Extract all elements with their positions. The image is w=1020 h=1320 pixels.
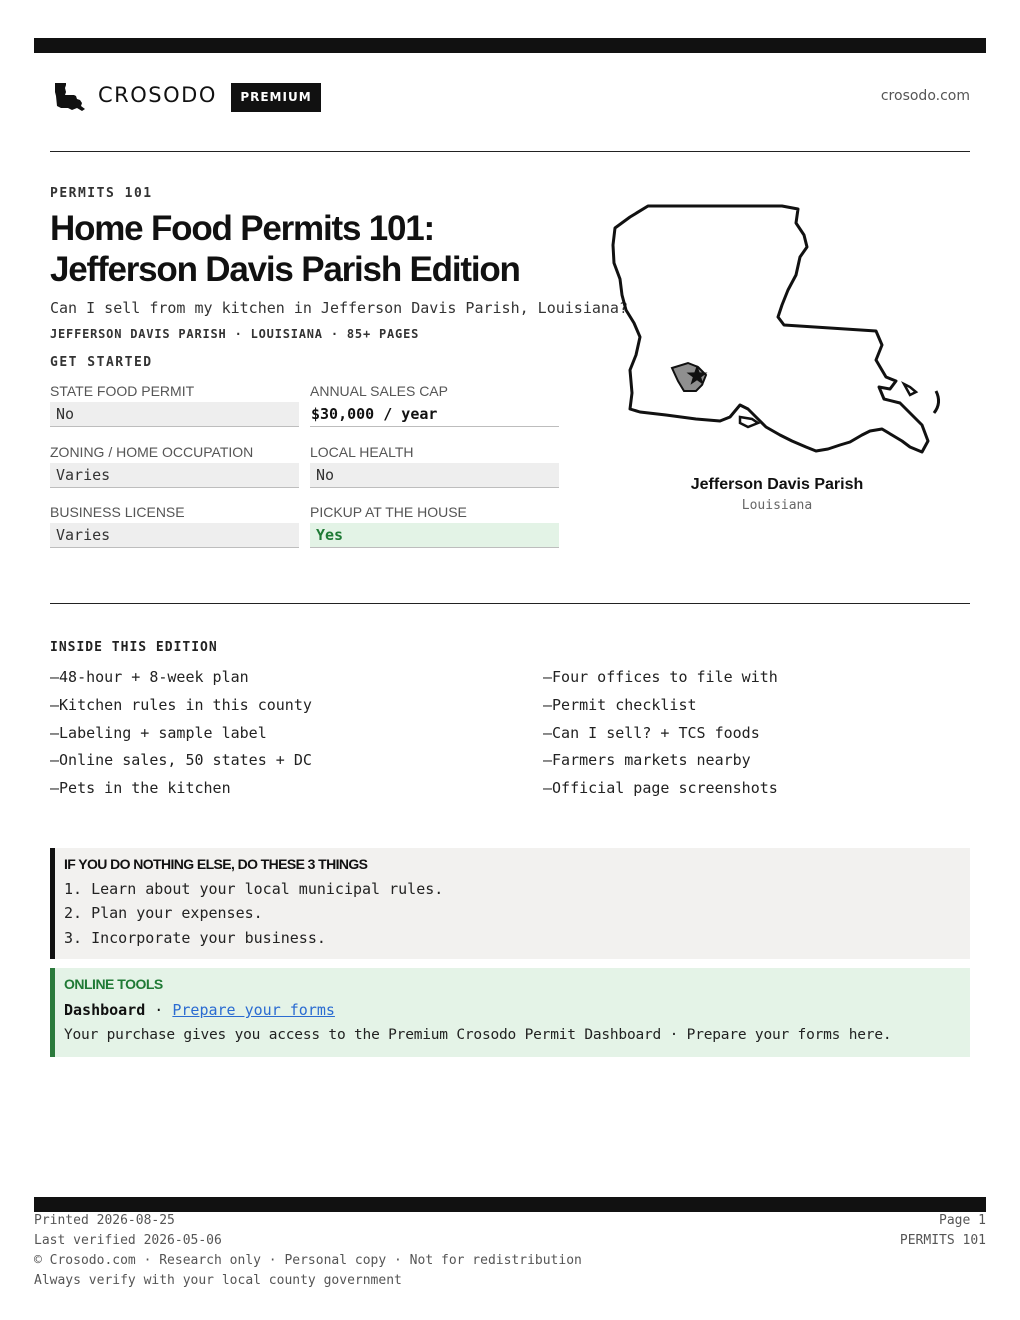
inside-item: —Official page screenshots <box>543 779 778 797</box>
tools-description: Your purchase gives you access to the Premium Crosodo Permit Dashboard · Prepare your forms here. <box>64 1027 892 1043</box>
state-outline <box>613 206 928 452</box>
do-these-3-things-box <box>50 848 970 959</box>
inside-item: —Online sales, 50 states + DC <box>50 751 312 769</box>
fact-label: PICKUP AT THE HOUSE <box>310 504 467 520</box>
fact-zoning <box>50 442 299 488</box>
fact-annual-sales-cap <box>310 381 559 427</box>
header <box>50 80 970 114</box>
inside-item: —Can I sell? + TCS foods <box>543 724 760 742</box>
map-caption: Jefferson Davis Parish <box>690 476 864 493</box>
fact-business-license <box>50 502 299 548</box>
fact-value: No <box>50 402 299 427</box>
online-tools-box <box>50 968 970 1057</box>
coast-island <box>740 417 758 427</box>
printed-date: Printed 2026-08-25 <box>34 1213 175 1228</box>
inside-item: —Kitchen rules in this county <box>50 696 312 714</box>
fact-label: ANNUAL SALES CAP <box>310 383 448 399</box>
section-kicker: PERMITS 101 <box>50 186 153 201</box>
fact-value: No <box>310 463 559 488</box>
fact-label: ZONING / HOME OCCUPATION <box>50 444 254 460</box>
site-url[interactable]: crosodo.com <box>880 88 970 104</box>
inside-item: —Labeling + sample label <box>50 724 267 742</box>
premium-badge: PREMIUM <box>231 83 321 112</box>
fact-value: Yes <box>310 523 559 548</box>
fact-value: $30,000 / year <box>310 402 559 427</box>
fact-value: Varies <box>50 463 299 488</box>
inside-item: —Permit checklist <box>543 696 697 714</box>
top-bar <box>34 38 986 53</box>
louisiana-map <box>600 195 950 470</box>
inside-item: —Pets in the kitchen <box>50 779 231 797</box>
footer-section: PERMITS 101 <box>899 1233 986 1248</box>
copyright-notice: © Crosodo.com · Research only · Personal copy · Not for redistribution <box>34 1253 582 1268</box>
fact-value: Varies <box>50 523 299 548</box>
fact-label: BUSINESS LICENSE <box>50 504 185 520</box>
island-2 <box>934 391 939 413</box>
island-1 <box>904 384 916 395</box>
list-item: 1. Learn about your local municipal rules. <box>64 880 444 898</box>
bottom-bar <box>34 1197 986 1212</box>
verify-note: Always verify with your local county government <box>34 1273 402 1288</box>
page-title <box>50 208 610 290</box>
box-title: IF YOU DO NOTHING ELSE, DO THESE 3 THINGS <box>64 856 368 872</box>
prepare-forms-link[interactable]: Prepare your forms <box>172 1001 335 1019</box>
brand-name: CROSODO <box>98 83 217 107</box>
fact-state-food-permit <box>50 381 299 427</box>
section-divider <box>50 603 970 604</box>
verified-date: Last verified 2026-05-06 <box>34 1233 222 1248</box>
fact-label: STATE FOOD PERMIT <box>50 383 195 399</box>
inside-item: —Farmers markets nearby <box>543 751 751 769</box>
page-subtitle: Can I sell from my kitchen in Jefferson Davis Parish, Louisiana? <box>50 299 628 317</box>
list-item: 3. Incorporate your business. <box>64 929 326 947</box>
inside-item: —48-hour + 8-week plan <box>50 668 249 686</box>
louisiana-logo-icon <box>52 82 88 112</box>
map-subcaption: Louisiana <box>741 498 813 513</box>
fact-local-health <box>310 442 559 488</box>
dashboard-line <box>64 1001 335 1019</box>
get-started-heading: GET STARTED <box>50 355 153 370</box>
fact-label: LOCAL HEALTH <box>310 444 414 460</box>
title-line-2: Jefferson Davis Parish Edition <box>50 250 520 289</box>
header-divider <box>50 151 970 152</box>
title-line-1: Home Food Permits 101: <box>50 209 434 248</box>
box-title: ONLINE TOOLS <box>64 976 163 992</box>
dashboard-label: Dashboard <box>64 1001 146 1019</box>
separator: · <box>145 1001 173 1019</box>
list-item: 2. Plan your expenses. <box>64 904 263 922</box>
inside-heading: INSIDE THIS EDITION <box>50 640 218 655</box>
inside-item: —Four offices to file with <box>543 668 778 686</box>
fact-pickup-at-house <box>310 502 559 548</box>
edition-meta: JEFFERSON DAVIS PARISH · LOUISIANA · 85+ PAGES <box>50 327 420 341</box>
page-number: Page 1 <box>939 1213 986 1228</box>
